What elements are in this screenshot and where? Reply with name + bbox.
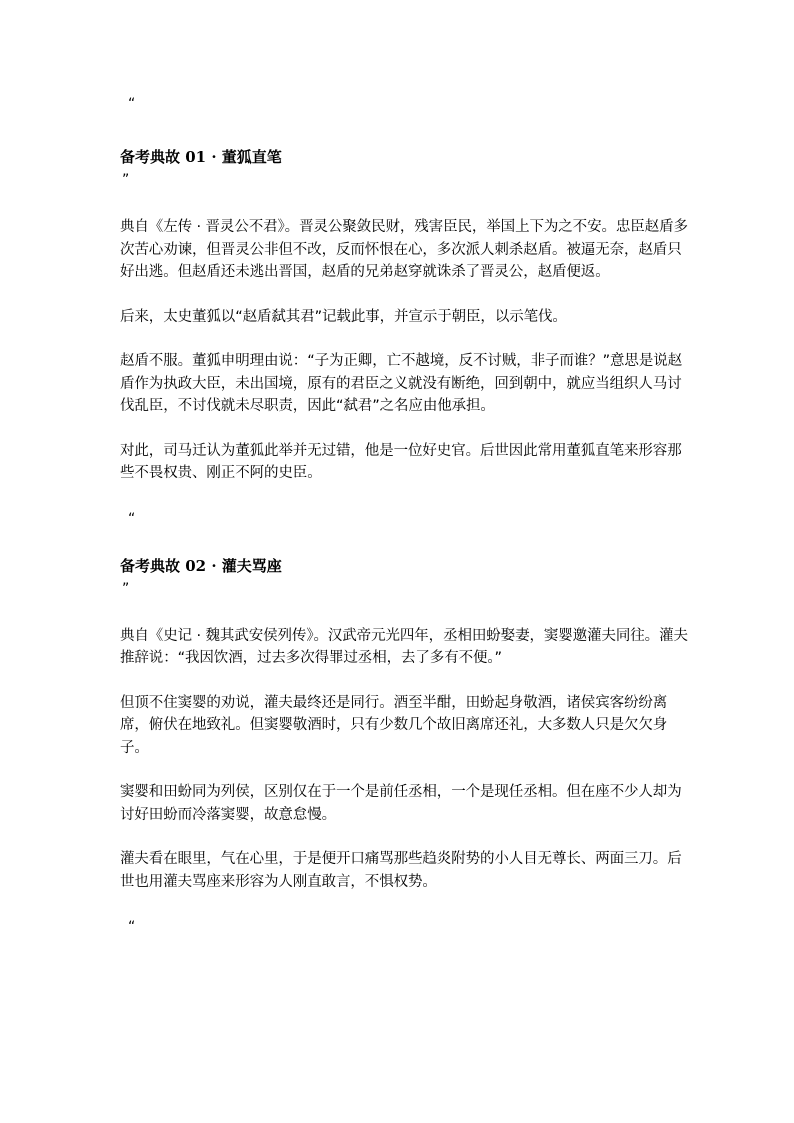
document-page: [120, 94, 690, 937]
paragraph: 但顶不住窦婴的劝说，灌夫最终还是同行。酒至半酣，田蚡起身敬酒，诸侯宾客纷纷离席，俯伏在地致礼。但窦婴敬酒时，只有少数几个故旧离席还礼，大多数人只是欠欠身子。: [120, 694, 668, 756]
section-title: 备考典故 01 · 董狐直笔: [120, 148, 282, 166]
paragraph: 灌夫看在眼里，气在心里，于是便开口痛骂那些趋炎附势的小人目无尊长、两面三刀。后世也用灌夫骂座来形容为人刚直敢言，不惧权势。: [120, 851, 682, 890]
quote-open-mark: “: [128, 919, 136, 935]
quote-close-mark: ”: [122, 172, 130, 188]
paragraph: 对此，司马迁认为董狐此举并无过错，他是一位好史官。后世因此常用董狐直笔来形容那些不畏权贵、刚正不阿的史臣。: [120, 442, 682, 481]
quote-open-mark: “: [128, 96, 136, 112]
section-2: [120, 509, 690, 894]
paragraph: 后来，太史董狐以“赵盾弑其君”记载此事，并宣示于朝臣，以示笔伐。: [120, 308, 567, 325]
paragraph: 赵盾不服。董狐申明理由说：“子为正卿，亡不越境，反不讨贼，非子而谁？”意思是说赵盾作为执政大臣，未出国境，原有的君臣之义就没有断绝，回到朝中，就应当组织人马讨伐乱臣，不讨伐就未尽职责，因此“弑君”之名应由他承担。: [120, 353, 683, 414]
quote-open-mark: “: [128, 510, 136, 527]
section-1: [120, 94, 690, 485]
quote-close-mark: ”: [122, 580, 130, 597]
paragraph: 典自《史记 · 魏其武安侯列传》。汉武帝元光四年，丞相田蚡娶妻，窦婴邀灌夫同往。灌夫推辞说：“我因饮酒，过去多次得罪过丞相，去了多有不便。”: [120, 627, 688, 666]
section-title: 备考典故 02 · 灌夫骂座: [120, 556, 282, 575]
paragraph: 典自《左传 · 晋灵公不君》。晋灵公聚敛民财，残害臣民，举国上下为之不安。忠臣赵盾多次苦心劝谏，但晋灵公非但不改，反而怀恨在心，多次派人刺杀赵盾。被逼无奈，赵盾只好出逃。但赵盾还未逃出晋国，赵盾的兄弟赵穿就诛杀了晋灵公，赵盾便返。: [120, 219, 688, 280]
paragraph: 窦婴和田蚡同为列侯，区别仅在于一个是前任丞相，一个是现任丞相。但在座不少人却为讨好田蚡而冷落窦婴，故意怠慢。: [120, 784, 682, 823]
